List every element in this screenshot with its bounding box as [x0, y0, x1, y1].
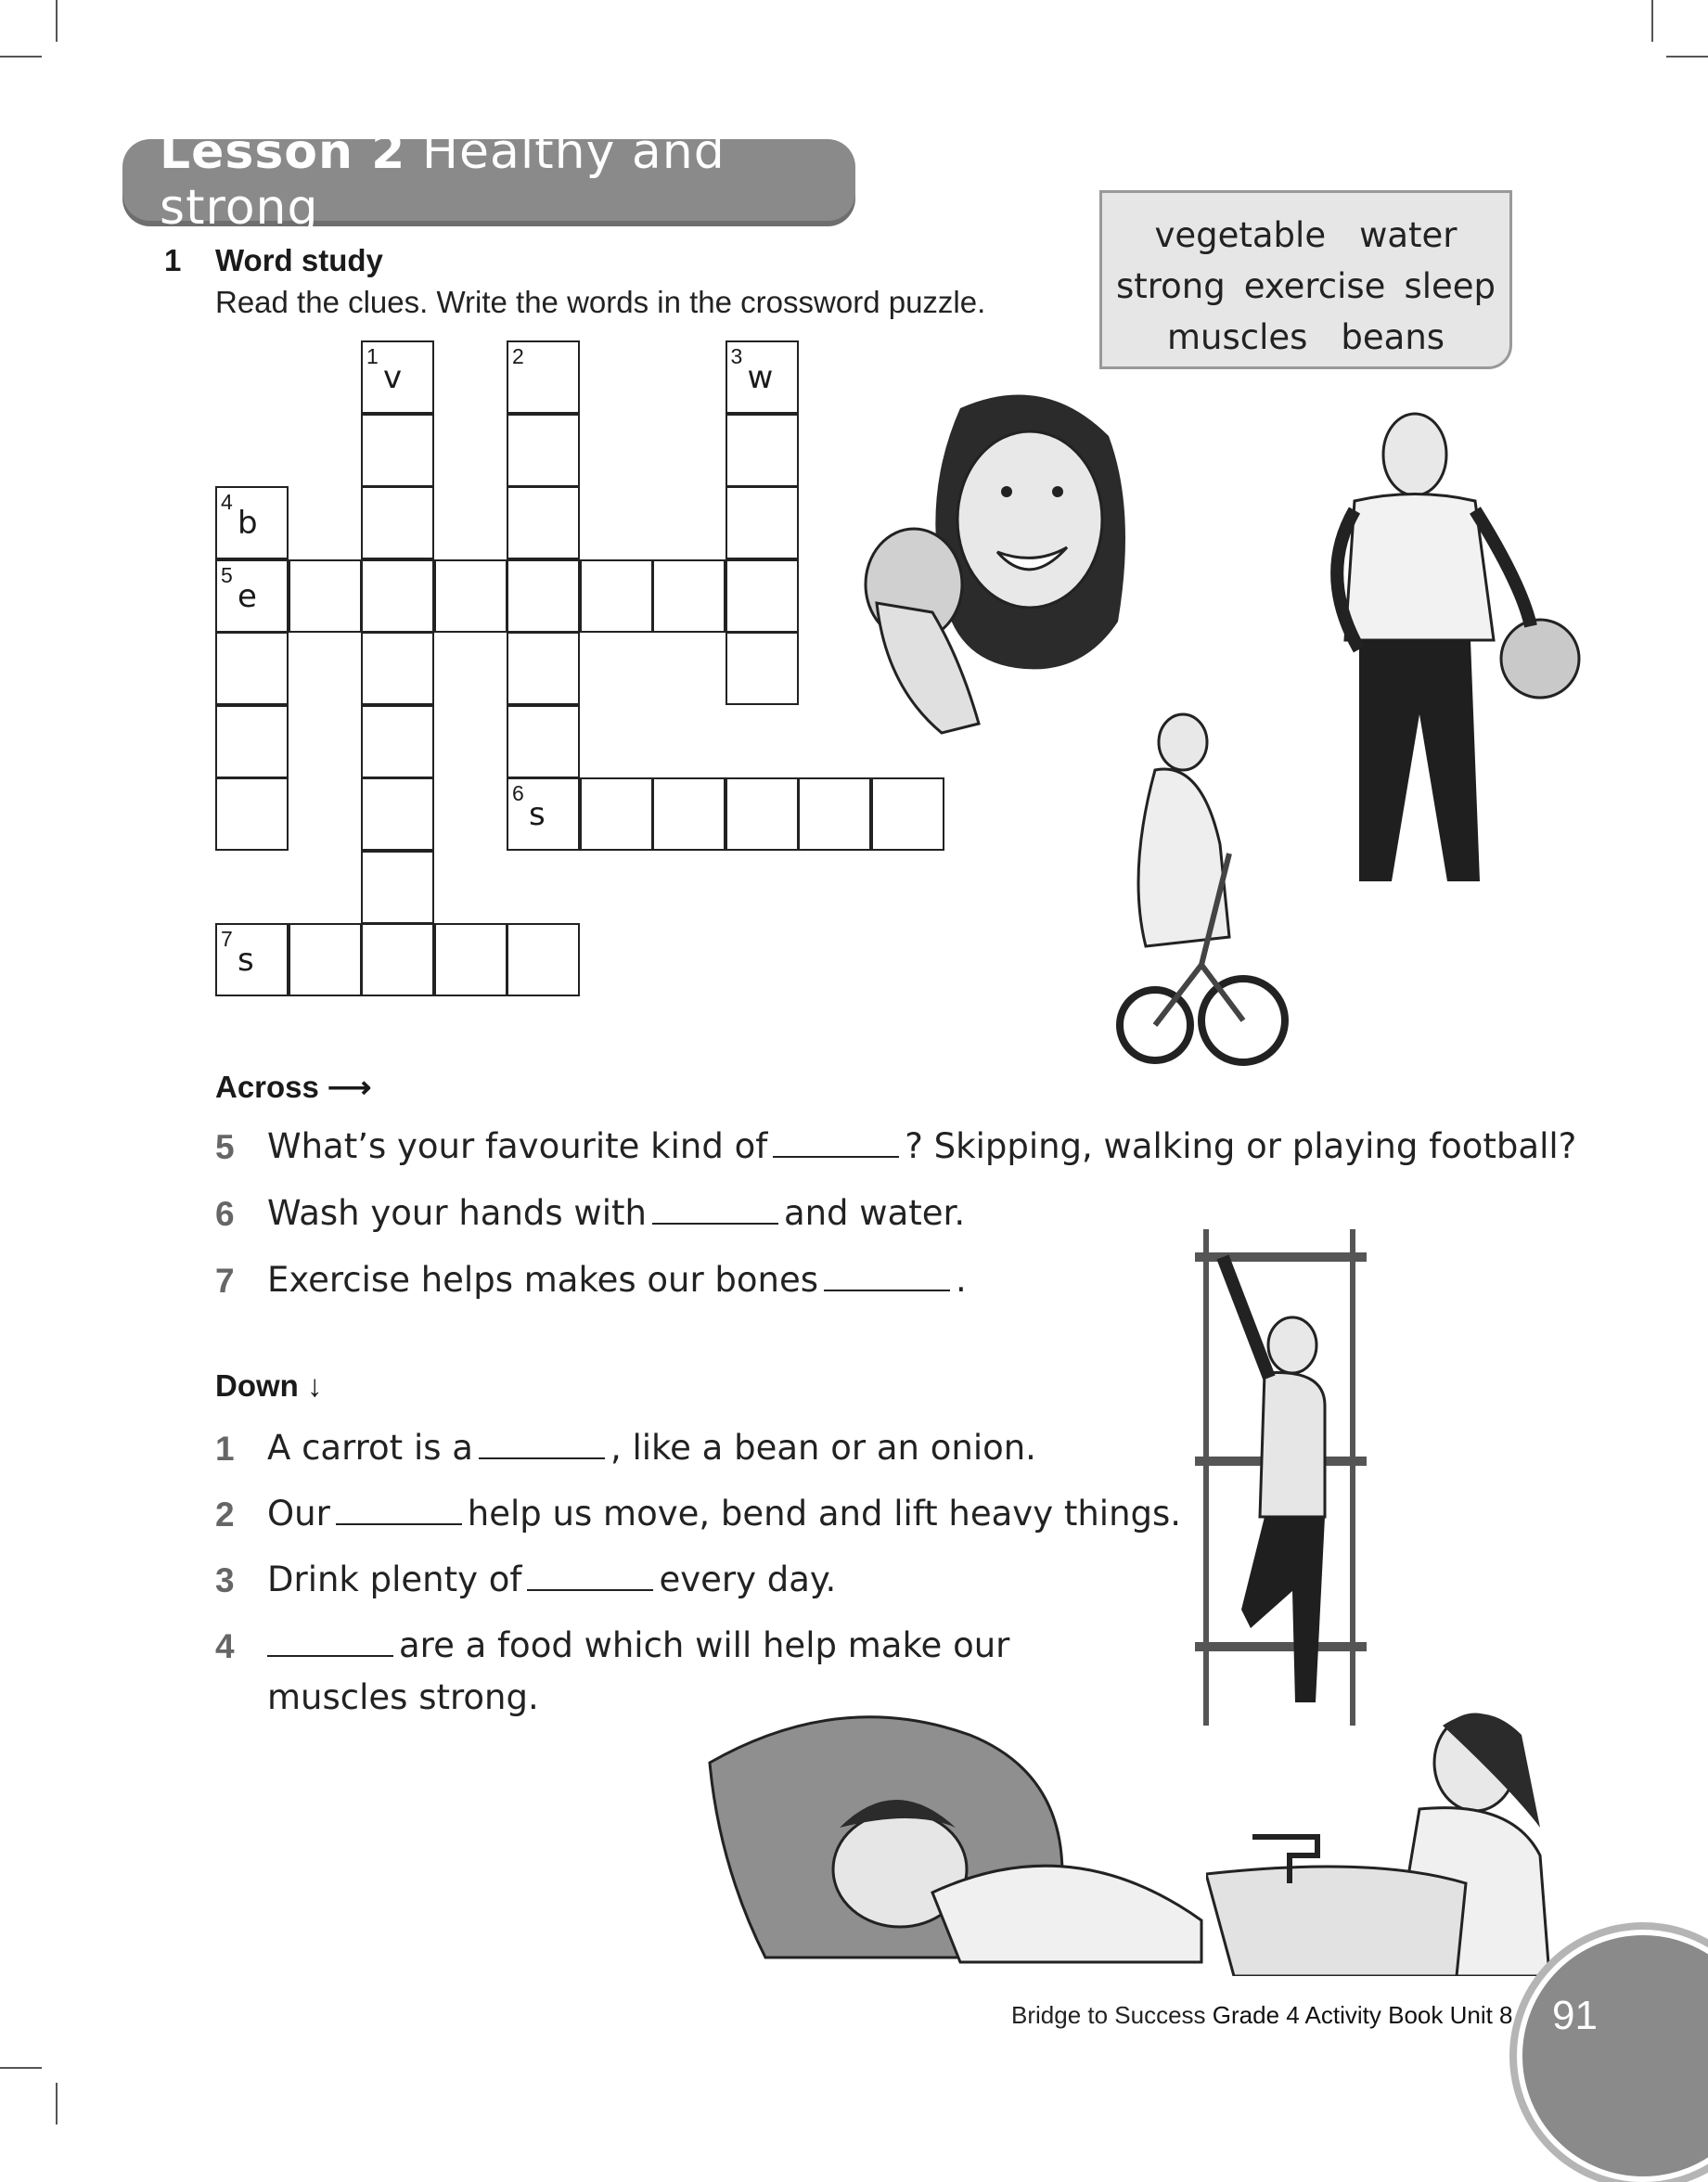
word-box-row — [1102, 210, 1509, 261]
starting-letter: v — [383, 359, 403, 396]
section-number: 1 — [164, 243, 182, 277]
answer-blank[interactable] — [773, 1155, 899, 1158]
crossword-cell[interactable] — [289, 559, 362, 633]
crop-mark — [56, 2083, 58, 2124]
answer-blank[interactable] — [267, 1654, 393, 1657]
crossword-cell[interactable] — [361, 414, 434, 487]
clue-number: 3 — [730, 344, 743, 368]
down-clue-number: 4 — [215, 1627, 235, 1665]
word-box — [1099, 190, 1512, 369]
crop-mark — [1666, 56, 1708, 58]
down-clue-number: 1 — [215, 1430, 235, 1468]
clue-number: 1 — [366, 344, 379, 368]
clue-number: 4 — [221, 490, 233, 514]
girl-washing-hands-illustration — [1206, 1698, 1559, 1976]
clue-text-after: are a food which will help make our — [399, 1625, 1010, 1665]
answer-blank[interactable] — [824, 1289, 950, 1291]
crossword-cell[interactable] — [361, 559, 434, 633]
footer-series: Bridge to Success — [1011, 2001, 1206, 2029]
word: sleep — [1404, 266, 1496, 306]
answer-blank[interactable] — [652, 1222, 778, 1225]
down-clue-4 — [267, 1625, 1009, 1665]
crossword-cell-start[interactable] — [507, 340, 580, 414]
crossword-cell[interactable] — [726, 486, 799, 559]
down-heading: Down ↓ — [215, 1368, 323, 1403]
crossword-cell[interactable] — [434, 923, 507, 996]
clue-text-before: Drink plenty of — [267, 1559, 522, 1599]
section-instruction: Read the clues. Write the words in the crossword puzzle. — [215, 285, 986, 319]
crossword-cell[interactable] — [361, 486, 434, 559]
across-heading: Across ⟶ — [215, 1070, 372, 1104]
clue-number: 6 — [512, 781, 524, 805]
across-clue-number: 5 — [215, 1128, 235, 1166]
crossword-cell[interactable] — [507, 632, 580, 705]
clue-text-before: Exercise helps makes our bones — [267, 1260, 819, 1300]
clue-text-after: ? Skipping, walking or playing football? — [905, 1126, 1577, 1166]
across-clue-number: 7 — [215, 1262, 235, 1300]
clue-number: 7 — [221, 927, 233, 951]
word: strong — [1115, 266, 1226, 306]
lesson-name: Healthy and strong — [160, 124, 726, 236]
crossword-cell-start[interactable] — [215, 486, 289, 559]
lesson-title-bar — [122, 124, 855, 236]
clue-text-before: What’s your favourite kind of — [267, 1126, 768, 1166]
clue-text-after: every day. — [659, 1559, 837, 1599]
word: beans — [1341, 317, 1445, 357]
crossword-cell[interactable] — [434, 559, 507, 633]
clue-text-after: , like a bean or an onion. — [610, 1428, 1036, 1468]
crossword-cell[interactable] — [215, 777, 289, 851]
starting-letter: e — [238, 577, 257, 615]
crossword-cell-start[interactable] — [215, 559, 289, 633]
answer-blank[interactable] — [527, 1588, 653, 1591]
footer-details: Grade 4 Activity Book Unit 8 — [1212, 2001, 1513, 2029]
crossword-cell[interactable] — [726, 414, 799, 487]
down-clue-4-line2: muscles strong. — [267, 1677, 539, 1717]
boy-climbing-rope-ladder-illustration — [1186, 1220, 1376, 1739]
clue-text-after: and water. — [783, 1193, 966, 1233]
down-clue-number: 3 — [215, 1561, 235, 1599]
crossword-cell[interactable] — [798, 777, 871, 851]
crop-mark — [0, 2067, 42, 2069]
crop-mark — [56, 0, 58, 42]
boy-with-basketball-illustration — [1271, 408, 1605, 923]
crossword-cell[interactable] — [580, 559, 653, 633]
crossword-cell-start[interactable] — [726, 340, 799, 414]
clue-text-before: Wash your hands with — [267, 1193, 647, 1233]
crossword-cell[interactable] — [361, 923, 434, 996]
clue-text-before: Our — [267, 1494, 330, 1534]
across-clue-5 — [267, 1126, 1576, 1166]
girl-eating-apple-illustration — [858, 380, 1174, 742]
crop-mark — [0, 56, 42, 58]
crossword-cell[interactable] — [652, 559, 726, 633]
clue-number: 5 — [221, 562, 233, 587]
answer-blank[interactable] — [479, 1457, 605, 1459]
crossword-cell[interactable] — [507, 559, 580, 633]
crossword-cell[interactable] — [726, 777, 799, 851]
crossword-cell-start[interactable] — [215, 923, 289, 996]
down-clue-number: 2 — [215, 1495, 235, 1534]
crossword-cell[interactable] — [507, 486, 580, 559]
crossword-cell[interactable] — [726, 632, 799, 705]
word: water — [1359, 215, 1458, 255]
clue-number: 2 — [512, 344, 524, 368]
crossword-cell[interactable] — [652, 777, 726, 851]
across-clue-7 — [267, 1260, 967, 1300]
clue-text-after: . — [956, 1260, 967, 1300]
crossword-cell[interactable] — [507, 923, 580, 996]
crossword-cell[interactable] — [361, 777, 434, 851]
crossword-cell[interactable] — [726, 559, 799, 633]
across-clue-6 — [267, 1193, 965, 1233]
crossword-cell[interactable] — [507, 705, 580, 778]
starting-letter: s — [529, 796, 546, 833]
answer-blank[interactable] — [336, 1522, 462, 1525]
crossword-cell[interactable] — [361, 632, 434, 705]
crossword-cell[interactable] — [361, 705, 434, 778]
down-clue-1 — [267, 1428, 1036, 1468]
word: vegetable — [1154, 215, 1327, 255]
down-clue-3 — [267, 1559, 836, 1599]
crossword-cell[interactable] — [215, 705, 289, 778]
footer — [1011, 2001, 1513, 2030]
starting-letter: s — [238, 942, 254, 979]
word: muscles — [1166, 317, 1308, 357]
word-box-row — [1102, 261, 1509, 312]
section-title: Word study — [215, 243, 383, 277]
across-clue-number: 6 — [215, 1195, 235, 1233]
page-number: 91 — [1552, 1993, 1598, 2038]
lesson-title — [160, 124, 855, 236]
word-box-row — [1102, 312, 1509, 363]
down-clue-2 — [267, 1494, 1181, 1534]
crossword-cell[interactable] — [871, 777, 944, 851]
boy-on-bicycle-illustration — [1109, 705, 1294, 1104]
crossword-cell[interactable] — [289, 923, 362, 996]
crossword-cell[interactable] — [507, 414, 580, 487]
clue-text-after: help us move, bend and lift heavy things. — [467, 1494, 1182, 1534]
crossword-cell[interactable] — [361, 851, 434, 924]
lesson-label: Lesson 2 — [160, 124, 406, 180]
clue-text-before: A carrot is a — [267, 1428, 473, 1468]
crossword-cell[interactable] — [580, 777, 653, 851]
word: exercise — [1243, 266, 1386, 306]
crossword-cell[interactable] — [215, 632, 289, 705]
starting-letter: w — [747, 359, 774, 396]
girl-sleeping-illustration — [700, 1707, 1206, 1967]
crop-mark — [1651, 0, 1653, 42]
crossword-cell-start[interactable] — [507, 777, 580, 851]
starting-letter: b — [238, 505, 258, 542]
crossword-cell-start[interactable] — [361, 340, 434, 414]
